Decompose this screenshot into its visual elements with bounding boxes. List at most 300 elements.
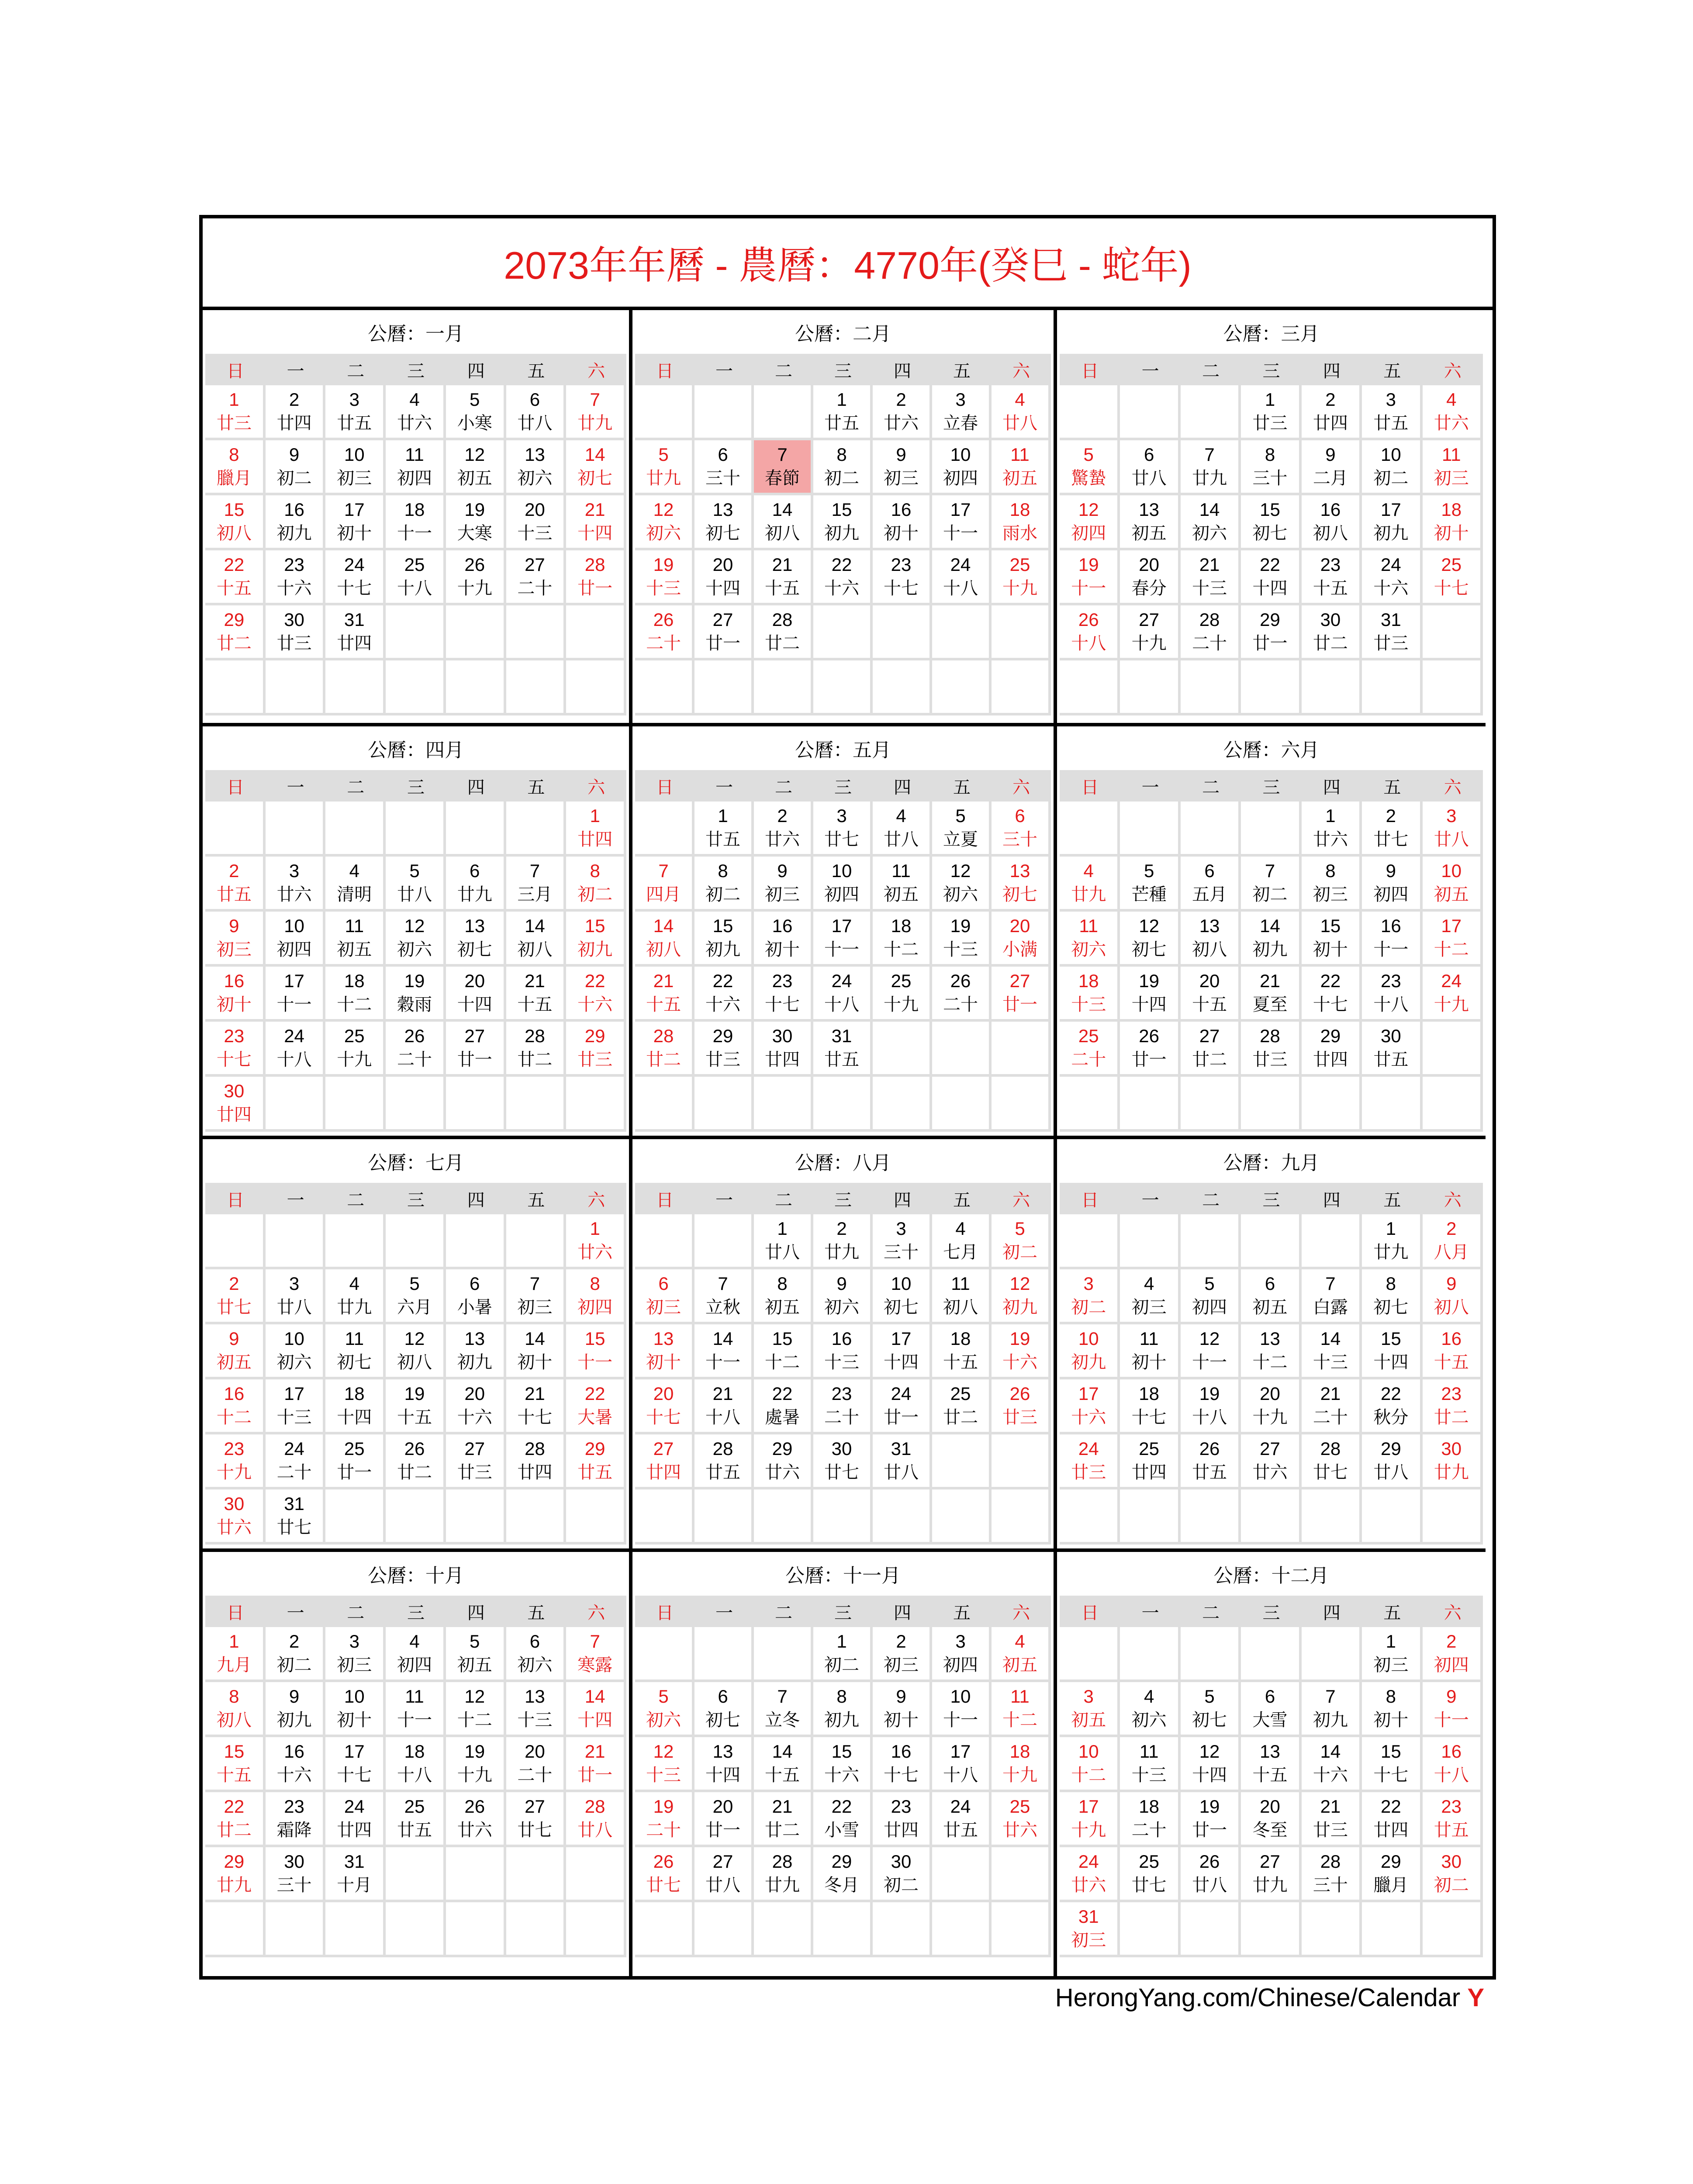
day-number: 12 [404, 1328, 425, 1349]
empty-cell [992, 1077, 1051, 1132]
day-number: 8 [590, 860, 600, 881]
day-number: 18 [891, 916, 912, 936]
day-number: 25 [1009, 1796, 1030, 1817]
day-number: 25 [1139, 1438, 1159, 1459]
day-number: 9 [1325, 444, 1336, 465]
day-cell [635, 912, 694, 967]
day-cell [446, 912, 506, 967]
day-number: 2 [896, 389, 906, 410]
lunar-date: 廿九 [1252, 1875, 1288, 1895]
day-number: 30 [224, 1493, 245, 1514]
empty-cell [205, 1214, 266, 1269]
day-number: 3 [1083, 1686, 1094, 1707]
day-number: 28 [1320, 1438, 1341, 1459]
day-number: 11 [1079, 916, 1099, 936]
day-number: 18 [1009, 499, 1030, 520]
lunar-date: 十五 [397, 1407, 432, 1427]
day-number: 17 [1078, 1383, 1099, 1404]
day-cell [754, 1792, 813, 1847]
lunar-date: 立冬 [765, 1710, 800, 1730]
day-number: 18 [950, 1328, 971, 1349]
empty-cell [1060, 1214, 1120, 1269]
lunar-date: 廿二 [943, 1407, 978, 1427]
empty-cell [635, 1902, 694, 1957]
lunar-date: 春分 [1131, 578, 1167, 598]
day-number: 18 [1441, 499, 1462, 520]
day-cell [1241, 1022, 1301, 1077]
day-number: 17 [344, 1741, 365, 1762]
day-cell [325, 1379, 386, 1434]
lunar-date: 廿九 [646, 468, 681, 488]
day-cell [635, 1682, 694, 1737]
day-number: 13 [464, 916, 485, 936]
empty-cell [446, 1489, 506, 1545]
day-number: 23 [891, 1796, 912, 1817]
lunar-date: 廿六 [1002, 1820, 1037, 1840]
day-cell [813, 1269, 873, 1324]
day-cell [506, 967, 567, 1022]
lunar-date: 十四 [337, 1407, 372, 1427]
lunar-date: 十九 [216, 1462, 252, 1482]
empty-cell [1241, 802, 1301, 857]
empty-cell [266, 1077, 326, 1132]
day-number: 4 [896, 805, 906, 826]
day-number: 1 [1385, 1631, 1396, 1652]
lunar-date: 十七 [1373, 1765, 1409, 1785]
day-number: 17 [950, 499, 971, 520]
lunar-date: 寒露 [577, 1655, 613, 1675]
day-number: 10 [284, 1328, 304, 1349]
lunar-date: 小雪 [824, 1820, 859, 1840]
day-cell [1241, 1269, 1301, 1324]
day-number: 12 [1199, 1741, 1220, 1762]
day-cell [873, 857, 932, 912]
day-cell [992, 1379, 1051, 1434]
day-number: 23 [1380, 971, 1401, 991]
lunar-date: 十一 [705, 1352, 740, 1372]
lunar-date: 九月 [216, 1655, 252, 1675]
lunar-date: 廿六 [765, 829, 800, 850]
lunar-date: 初九 [824, 523, 859, 543]
day-cell [694, 1682, 754, 1737]
lunar-date: 十二 [1002, 1710, 1037, 1730]
weekday-label: 日 [1081, 1603, 1099, 1623]
lunar-date: 廿三 [216, 413, 252, 433]
day-number: 22 [772, 1383, 793, 1404]
day-cell [386, 857, 446, 912]
lunar-date: 廿八 [1002, 413, 1037, 433]
lunar-date: 初七 [1252, 523, 1288, 543]
lunar-date: 三十 [276, 1875, 312, 1895]
lunar-date: 初八 [216, 523, 252, 543]
month-block [203, 723, 629, 1136]
day-cell [1241, 912, 1301, 967]
lunar-date: 十六 [824, 1765, 859, 1785]
day-cell [1362, 857, 1422, 912]
day-cell [1120, 1682, 1180, 1737]
day-number: 13 [464, 1328, 485, 1349]
day-number: 19 [950, 916, 971, 936]
day-number: 15 [772, 1328, 793, 1349]
lunar-date: 初七 [577, 468, 613, 488]
day-number: 18 [404, 499, 425, 520]
day-number: 28 [653, 1026, 674, 1046]
lunar-date: 十四 [1131, 995, 1167, 1015]
day-cell [992, 967, 1051, 1022]
empty-cell [1120, 1489, 1180, 1545]
empty-cell [1181, 802, 1241, 857]
day-number: 15 [1320, 916, 1341, 936]
empty-cell [992, 1489, 1051, 1545]
day-number: 22 [584, 1383, 605, 1404]
lunar-date: 十九 [457, 1765, 492, 1785]
day-cell [506, 1022, 567, 1077]
day-cell [566, 1022, 626, 1077]
empty-cell [873, 1022, 932, 1077]
day-cell [1060, 1434, 1120, 1489]
empty-cell [992, 1434, 1051, 1489]
empty-cell [873, 1489, 932, 1545]
day-cell [1060, 1379, 1120, 1434]
empty-cell [754, 385, 813, 440]
day-number: 15 [1260, 499, 1280, 520]
day-cell [205, 857, 266, 912]
lunar-date: 廿四 [646, 1462, 681, 1482]
day-number: 22 [1380, 1796, 1401, 1817]
lunar-date: 三月 [517, 885, 553, 905]
day-number: 8 [777, 1273, 788, 1294]
lunar-date: 十八 [276, 1050, 312, 1070]
day-cell [635, 1792, 694, 1847]
day-cell [1060, 1792, 1120, 1847]
lunar-date: 初五 [1252, 1297, 1288, 1317]
day-number: 13 [525, 1686, 545, 1707]
empty-cell [325, 660, 386, 715]
lunar-date: 廿四 [337, 633, 372, 653]
lunar-date: 臘月 [216, 468, 252, 488]
day-number: 25 [1078, 1026, 1099, 1046]
day-number: 16 [1441, 1741, 1462, 1762]
lunar-date: 初十 [646, 1352, 681, 1372]
lunar-date: 十二 [337, 995, 372, 1015]
day-number: 19 [1009, 1328, 1030, 1349]
day-number: 3 [349, 389, 359, 410]
month-title: 公曆：一月 [368, 323, 464, 345]
day-cell [1120, 1737, 1180, 1792]
day-cell [1362, 495, 1422, 550]
day-cell [635, 1847, 694, 1902]
day-cell [1120, 1379, 1180, 1434]
day-number: 18 [1139, 1796, 1159, 1817]
lunar-date: 廿一 [1192, 1820, 1227, 1840]
day-cell [386, 1737, 446, 1792]
lunar-date: 十三 [1192, 578, 1227, 598]
empty-cell [1302, 1627, 1362, 1682]
empty-cell [694, 1489, 754, 1545]
day-cell [992, 440, 1051, 495]
lunar-date: 廿一 [457, 1050, 492, 1070]
day-number: 2 [229, 860, 239, 881]
day-number: 2 [896, 1631, 906, 1652]
weekday-label: 六 [1012, 1190, 1030, 1210]
empty-cell [1362, 1902, 1422, 1957]
day-number: 5 [470, 389, 480, 410]
day-number: 23 [891, 554, 912, 575]
day-number: 2 [1385, 805, 1396, 826]
lunar-date: 初六 [646, 1710, 681, 1730]
day-number: 8 [1325, 860, 1336, 881]
day-cell [386, 1792, 446, 1847]
day-number: 6 [1204, 860, 1215, 881]
lunar-date: 廿二 [646, 1050, 681, 1070]
day-number: 24 [891, 1383, 912, 1404]
weekday-label: 二 [1202, 777, 1220, 798]
day-cell [205, 1324, 266, 1379]
lunar-date: 廿一 [577, 578, 613, 598]
day-cell [1181, 1847, 1241, 1902]
day-cell [325, 605, 386, 660]
weekday-label: 二 [347, 361, 365, 381]
lunar-date: 初十 [884, 1710, 919, 1730]
lunar-date: 初十 [1313, 940, 1348, 960]
day-cell [325, 1022, 386, 1077]
day-cell [1120, 1792, 1180, 1847]
day-cell [754, 550, 813, 605]
day-number: 9 [777, 860, 788, 881]
day-number: 11 [345, 916, 364, 936]
day-cell [1120, 1324, 1180, 1379]
month-block [1054, 310, 1486, 723]
lunar-date: 廿五 [337, 413, 372, 433]
lunar-date: 十四 [1252, 578, 1288, 598]
lunar-date: 十九 [337, 1050, 372, 1070]
day-number: 12 [950, 860, 971, 881]
lunar-date: 二十 [517, 578, 553, 598]
day-number: 4 [1144, 1686, 1154, 1707]
day-number: 29 [1380, 1438, 1401, 1459]
day-number: 4 [409, 1631, 420, 1652]
lunar-date: 冬至 [1252, 1820, 1288, 1840]
day-number: 21 [584, 1741, 605, 1762]
day-number: 24 [831, 971, 852, 991]
day-number: 24 [950, 1796, 971, 1817]
empty-cell [754, 1489, 813, 1545]
day-number: 24 [344, 1796, 365, 1817]
day-number: 16 [1441, 1328, 1462, 1349]
day-cell [266, 1792, 326, 1847]
day-cell [1060, 1847, 1120, 1902]
empty-cell [386, 660, 446, 715]
day-cell [1302, 440, 1362, 495]
day-number: 27 [1009, 971, 1030, 991]
day-number: 14 [772, 499, 793, 520]
empty-cell [205, 660, 266, 715]
weekday-label: 二 [347, 1190, 365, 1210]
day-cell [506, 495, 567, 550]
day-cell [694, 495, 754, 550]
day-number: 17 [284, 971, 304, 991]
day-number: 25 [891, 971, 912, 991]
empty-cell [754, 1627, 813, 1682]
lunar-date: 十五 [1434, 1352, 1469, 1372]
lunar-date: 十九 [884, 995, 919, 1015]
day-number: 10 [831, 860, 852, 881]
day-cell [1302, 385, 1362, 440]
day-number: 31 [344, 1851, 365, 1872]
day-grid [1060, 1214, 1483, 1545]
empty-cell [566, 1902, 626, 1957]
empty-cell [1181, 385, 1241, 440]
day-cell [1423, 857, 1483, 912]
day-number: 3 [1083, 1273, 1094, 1294]
lunar-date: 廿六 [1434, 413, 1469, 433]
empty-cell [932, 660, 992, 715]
lunar-date: 廿六 [765, 1462, 800, 1482]
day-number: 30 [1441, 1851, 1462, 1872]
day-cell [694, 1792, 754, 1847]
day-cell [992, 1627, 1051, 1682]
day-cell [813, 1324, 873, 1379]
day-cell [1120, 605, 1180, 660]
day-cell [754, 440, 813, 495]
empty-cell [205, 1902, 266, 1957]
day-grid [1060, 1627, 1483, 1957]
empty-cell [694, 1627, 754, 1682]
lunar-date: 立秋 [705, 1297, 740, 1317]
day-number: 11 [1010, 444, 1030, 465]
lunar-date: 二十 [943, 995, 978, 1015]
lunar-date: 十二 [216, 1407, 252, 1427]
day-number: 30 [224, 1081, 245, 1101]
day-cell [1241, 1324, 1301, 1379]
empty-cell [932, 1847, 992, 1902]
lunar-date: 七月 [943, 1242, 978, 1262]
day-grid [635, 385, 1051, 715]
lunar-date: 初九 [276, 523, 312, 543]
day-number: 3 [1385, 389, 1396, 410]
day-cell [1423, 495, 1483, 550]
weekday-label: 三 [834, 1603, 852, 1623]
lunar-date: 十一 [943, 1710, 978, 1730]
empty-cell [386, 802, 446, 857]
lunar-date: 初八 [646, 940, 681, 960]
month-block [203, 310, 629, 723]
day-cell [635, 1022, 694, 1077]
day-number: 6 [718, 1686, 728, 1707]
day-number: 3 [836, 805, 847, 826]
day-number: 19 [653, 554, 674, 575]
lunar-date: 廿五 [216, 885, 252, 905]
day-number: 29 [712, 1026, 733, 1046]
day-cell [1181, 1379, 1241, 1434]
lunar-date: 初七 [457, 940, 492, 960]
lunar-date: 初四 [1373, 885, 1409, 905]
empty-cell [1241, 660, 1301, 715]
weekday-label: 一 [287, 777, 304, 798]
lunar-date: 初十 [1131, 1352, 1167, 1372]
lunar-date: 十四 [577, 523, 613, 543]
empty-cell [1060, 1489, 1120, 1545]
day-cell [1423, 1682, 1483, 1737]
lunar-date: 初四 [943, 1655, 978, 1675]
day-number: 20 [1139, 554, 1159, 575]
day-cell [1181, 605, 1241, 660]
day-number: 18 [1139, 1383, 1159, 1404]
day-number: 23 [1441, 1796, 1462, 1817]
lunar-date: 初六 [397, 940, 432, 960]
day-number: 21 [772, 1796, 793, 1817]
empty-cell [566, 1489, 626, 1545]
day-number: 4 [955, 1218, 966, 1239]
lunar-date: 廿五 [705, 1462, 740, 1482]
day-cell [1241, 1792, 1301, 1847]
weekday-header [1060, 354, 1483, 385]
day-cell [266, 857, 326, 912]
weekday-label: 五 [953, 777, 971, 798]
empty-cell [813, 605, 873, 660]
day-cell [992, 1682, 1051, 1737]
lunar-date: 廿二 [1313, 633, 1348, 653]
day-number: 20 [464, 1383, 485, 1404]
empty-cell [1241, 1489, 1301, 1545]
day-cell [1423, 1847, 1483, 1902]
day-number: 2 [836, 1218, 847, 1239]
lunar-date: 初六 [517, 1655, 553, 1675]
day-cell [1241, 495, 1301, 550]
day-number: 6 [658, 1273, 669, 1294]
day-number: 23 [831, 1383, 852, 1404]
empty-cell [266, 660, 326, 715]
day-cell [754, 1269, 813, 1324]
lunar-date: 六月 [397, 1297, 432, 1317]
lunar-date: 廿三 [705, 1050, 740, 1070]
day-cell [1302, 1847, 1362, 1902]
lunar-date: 十六 [705, 995, 740, 1015]
day-number: 7 [1204, 444, 1215, 465]
day-number: 16 [224, 971, 245, 991]
day-cell [992, 912, 1051, 967]
empty-cell [1120, 1077, 1180, 1132]
day-number: 11 [1010, 1686, 1030, 1707]
weekday-label: 五 [527, 1190, 545, 1210]
month-title: 公曆：八月 [795, 1152, 891, 1174]
day-cell [266, 1434, 326, 1489]
day-number: 10 [344, 444, 365, 465]
day-number: 1 [590, 805, 600, 826]
day-cell [992, 1324, 1051, 1379]
day-cell [754, 912, 813, 967]
day-number: 31 [284, 1493, 304, 1514]
empty-cell [1423, 1022, 1483, 1077]
day-cell [754, 857, 813, 912]
day-cell [325, 1627, 386, 1682]
month-block [1054, 1136, 1486, 1548]
day-number: 17 [1380, 499, 1401, 520]
weekday-label: 六 [587, 1603, 605, 1623]
empty-cell [266, 1214, 326, 1269]
lunar-date: 廿八 [705, 1875, 740, 1895]
lunar-date: 初七 [1131, 940, 1167, 960]
day-number: 22 [224, 1796, 245, 1817]
lunar-date: 初四 [1192, 1297, 1227, 1317]
lunar-date: 十一 [397, 523, 432, 543]
day-number: 31 [344, 609, 365, 630]
day-number: 1 [1325, 805, 1336, 826]
month-title: 公曆：四月 [368, 739, 464, 761]
day-cell [205, 385, 266, 440]
lunar-date: 十六 [1002, 1352, 1037, 1372]
day-cell [1241, 1379, 1301, 1434]
